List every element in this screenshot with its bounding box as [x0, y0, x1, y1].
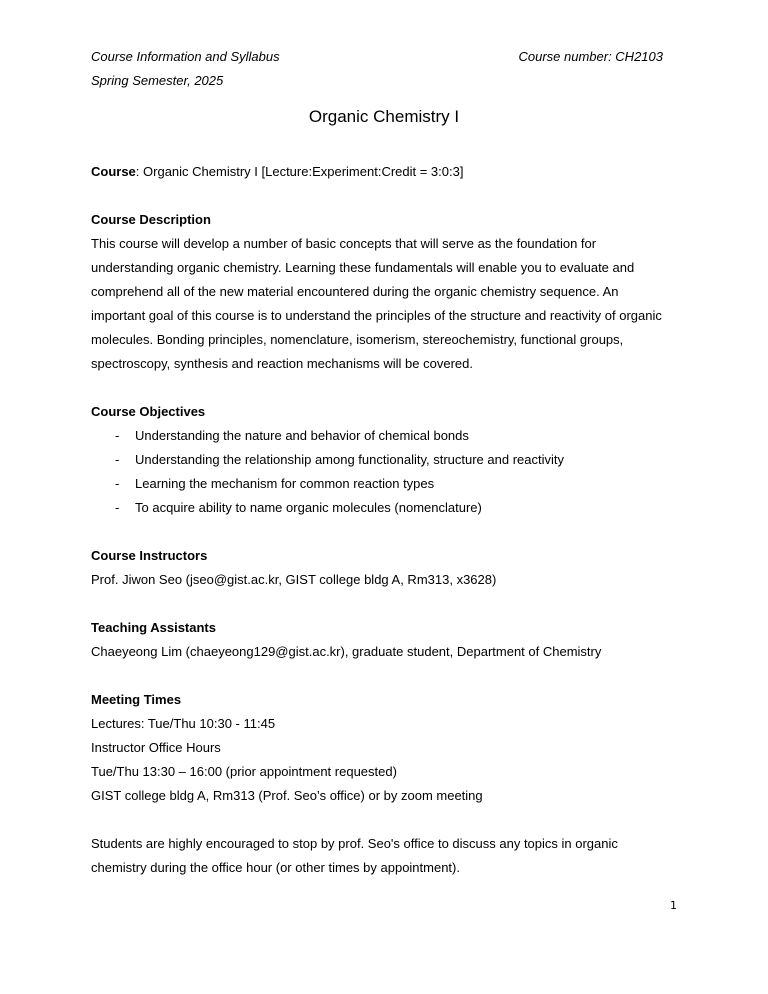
course-line: [91, 160, 671, 184]
list-item: [91, 496, 671, 520]
meeting-section: [91, 688, 671, 808]
page-title: Organic Chemistry I: [308, 107, 460, 126]
meeting-heading: Meeting Times: [91, 692, 182, 707]
assistants-section: [91, 616, 671, 664]
objective-text: Understanding the nature and behavior of chemical bonds: [135, 428, 469, 443]
objective-text: To acquire ability to name organic molecules (nomenclature): [135, 500, 482, 515]
assistants-text: Chaeyeong Lim (chaeyeong129@gist.ac.kr), graduate student, Department of Chemistry: [91, 644, 602, 659]
meeting-line: GIST college bldg A, Rm313 (Prof. Seo’s office) or by zoom meeting: [91, 788, 483, 803]
meeting-line: Lectures: Tue/Thu 10:30 - 11:45: [91, 716, 276, 731]
list-item: [91, 472, 671, 496]
objectives-list: [91, 424, 671, 520]
description-heading: Course Description: [91, 212, 211, 227]
page-number: 1: [670, 899, 677, 912]
description-section: [91, 208, 671, 376]
instructors-text: Prof. Jiwon Seo (jseo@gist.ac.kr, GIST college bldg A, Rm313, x3628): [91, 572, 497, 587]
assistants-heading: Teaching Assistants: [91, 620, 216, 635]
semester: Spring Semester, 2025: [91, 73, 224, 88]
instructors-heading: Course Instructors: [91, 548, 208, 563]
bullet-dash: -: [115, 452, 120, 467]
document-body: [91, 160, 671, 880]
header-left: [91, 45, 280, 93]
meeting-line: Instructor Office Hours: [91, 740, 221, 755]
meeting-line: Tue/Thu 13:30 – 16:00 (prior appointment requested): [91, 764, 397, 779]
list-item: [91, 424, 671, 448]
note-section: [91, 832, 671, 880]
description-text: This course will develop a number of basic concepts that will serve as the foundation for understanding organic chemistry. Learning these fundamentals will enable you to evaluate and comprehend all of the new material encountered during the organic chemistry sequence. An important goal of this course is to understand the principles of the structure and reactivity of organic molecules. Bonding principles, nomenclature, isomerism, stereochemistry, functional groups, spectroscopy, synthesis and reaction mechanisms will be covered.: [91, 236, 662, 371]
objective-text: Understanding the relationship among functionality, structure and reactivity: [135, 452, 564, 467]
course-number: Course number: CH2103: [518, 49, 663, 64]
objectives-heading: Course Objectives: [91, 404, 206, 419]
doc-type: Course Information and Syllabus: [91, 49, 280, 64]
course-value: : Organic Chemistry I [Lecture:Experiment:Credit = 3:0:3]: [135, 164, 464, 179]
course-label: Course: [91, 164, 136, 179]
list-item: [91, 448, 671, 472]
objective-text: Learning the mechanism for common reaction types: [135, 476, 435, 491]
note-text: Students are highly encouraged to stop by prof. Seo's office to discuss any topics in organic chemistry during the office hour (or other times by appointment).: [91, 836, 618, 875]
bullet-dash: -: [115, 500, 120, 515]
objectives-section: [91, 400, 671, 520]
instructors-section: [91, 544, 671, 592]
bullet-dash: -: [115, 428, 120, 443]
bullet-dash: -: [115, 476, 120, 491]
